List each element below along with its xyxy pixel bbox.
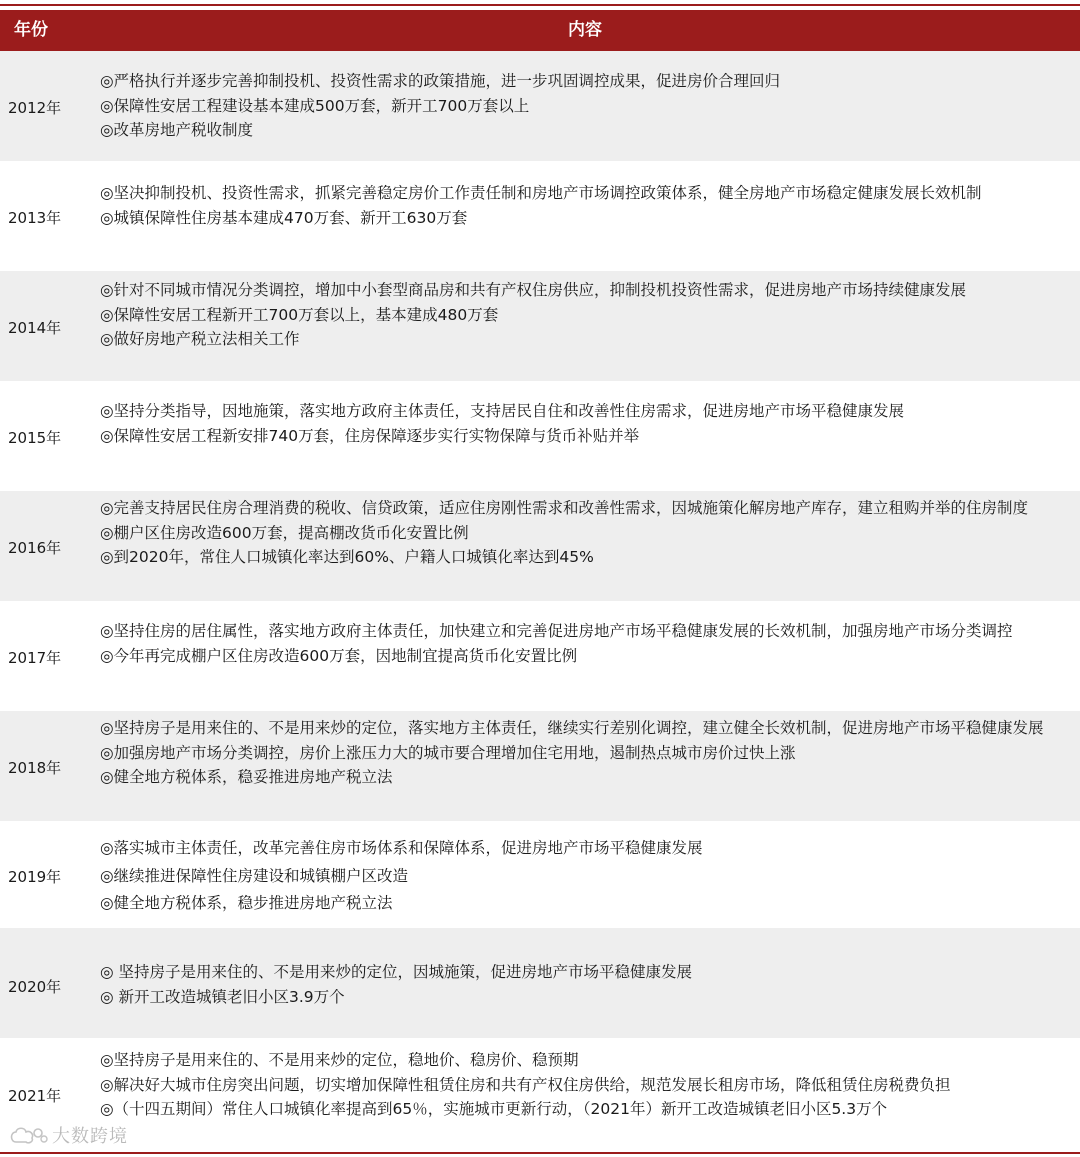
watermark-text: 大数跨境 <box>52 1126 128 1147</box>
row-item: ◎解决好大城市住房突出问题，切实增加保障性租赁住房和共有产权住房供给，规范发展长租房市场，降低租赁住房税费负担 <box>100 1075 951 1094</box>
table-row <box>0 271 1080 381</box>
row-item: ◎健全地方税体系，稳妥推进房地产税立法 <box>100 768 393 786</box>
watermark-logo-icon <box>8 1124 48 1146</box>
table-row <box>0 601 1080 711</box>
row-year: 2021年 <box>8 1087 62 1105</box>
row-item: ◎ 坚持房子是用来住的、不是用来炒的定位，因城施策，促进房地产市场平稳健康发展 <box>100 963 692 981</box>
row-year: 2013年 <box>8 209 62 227</box>
row-item: ◎继续推进保障性住房建设和城镇棚户区改造 <box>100 866 409 885</box>
row-item: ◎针对不同城市情况分类调控，增加中小套型商品房和共有产权住房供应，抑制投机投资性需求，促进房地产市场持续健康发展 <box>100 281 967 299</box>
row-content <box>100 1048 1060 1122</box>
table-row <box>0 161 1080 271</box>
table-row <box>0 51 1080 161</box>
row-item: ◎（十四五期间）常住人口城镇化率提高到65％，实施城市更新行动，（2021年）新开工改造城镇老旧小区5.3万个 <box>100 1100 888 1118</box>
table-row <box>0 381 1080 491</box>
row-item: ◎改革房地产税收制度 <box>100 121 254 139</box>
row-year: 2019年 <box>8 868 62 886</box>
row-year: 2015年 <box>8 429 62 447</box>
row-content <box>100 69 1060 143</box>
row-item: ◎城镇保障性住房基本建成470万套、新开工630万套 <box>100 208 468 227</box>
row-content <box>100 836 1060 916</box>
table-row <box>0 1038 1080 1150</box>
row-item: ◎健全地方税体系，稳步推进房地产税立法 <box>100 894 393 912</box>
row-content <box>100 181 1060 230</box>
table-header <box>0 10 1080 51</box>
row-item: ◎今年再完成棚户区住房改造600万套，因地制宜提高货币化安置比例 <box>100 646 578 665</box>
header-content: 内容 <box>568 20 602 40</box>
row-item: ◎坚持房子是用来住的、不是用来炒的定位，稳地价、稳房价、稳预期 <box>100 1051 579 1069</box>
row-item: ◎坚持分类指导，因地施策，落实地方政府主体责任，支持居民自住和改善性住房需求，促进房地产市场平稳健康发展 <box>100 402 905 420</box>
row-year: 2018年 <box>8 759 62 777</box>
row-year: 2012年 <box>8 99 62 117</box>
row-item: ◎坚持房子是用来住的、不是用来炒的定位，落实地方主体责任，继续实行差别化调控，建立健全长效机制，促进房地产市场平稳健康发展 <box>100 719 1044 737</box>
table-row <box>0 821 1080 928</box>
row-item: ◎保障性安居工程建设基本建成500万套，新开工700万套以上 <box>100 96 530 115</box>
row-item: ◎保障性安居工程新安排740万套，住房保障逐步实行实物保障与货币补贴并举 <box>100 426 640 445</box>
row-item: ◎ 新开工改造城镇老旧小区3.9万个 <box>100 987 345 1006</box>
header-year: 年份 <box>14 20 48 40</box>
row-year: 2016年 <box>8 539 62 557</box>
row-content <box>100 399 1060 448</box>
top-rule <box>0 4 1080 6</box>
row-item: ◎落实城市主体责任，改革完善住房市场体系和保障体系，促进房地产市场平稳健康发展 <box>100 839 703 857</box>
row-content <box>100 619 1060 668</box>
row-content <box>100 716 1060 790</box>
row-year: 2020年 <box>8 978 62 996</box>
row-item: ◎做好房地产税立法相关工作 <box>100 330 300 348</box>
row-content <box>100 496 1060 570</box>
table-row <box>0 491 1080 601</box>
watermark <box>8 1120 128 1148</box>
row-item: ◎坚决抑制投机、投资性需求，抓紧完善稳定房价工作责任制和房地产市场调控政策体系，健全房地产市场稳定健康发展长效机制 <box>100 184 982 202</box>
table-row <box>0 928 1080 1038</box>
row-item: ◎严格执行并逐步完善抑制投机、投资性需求的政策措施，进一步巩固调控成果，促进房价合理回归 <box>100 72 781 90</box>
row-content <box>100 278 1060 352</box>
table-row <box>0 711 1080 821</box>
bottom-rule <box>0 1152 1080 1154</box>
row-year: 2017年 <box>8 649 62 667</box>
row-item: ◎保障性安居工程新开工700万套以上，基本建成480万套 <box>100 305 499 324</box>
row-item: ◎完善支持居民住房合理消费的税收、信贷政策，适应住房刚性需求和改善性需求，因城施策化解房地产库存，建立租购并举的住房制度 <box>100 499 1029 517</box>
row-item: ◎棚户区住房改造600万套，提高棚改货币化安置比例 <box>100 523 469 542</box>
row-item: ◎加强房地产市场分类调控，房价上涨压力大的城市要合理增加住宅用地，遏制热点城市房价过快上涨 <box>100 743 796 762</box>
row-item: ◎坚持住房的居住属性，落实地方政府主体责任，加快建立和完善促进房地产市场平稳健康发展的长效机制，加强房地产市场分类调控 <box>100 622 1013 640</box>
row-content <box>100 960 1060 1009</box>
row-item: ◎到2020年，常住人口城镇化率达到60%、户籍人口城镇化率达到45% <box>100 548 594 566</box>
row-year: 2014年 <box>8 319 62 337</box>
